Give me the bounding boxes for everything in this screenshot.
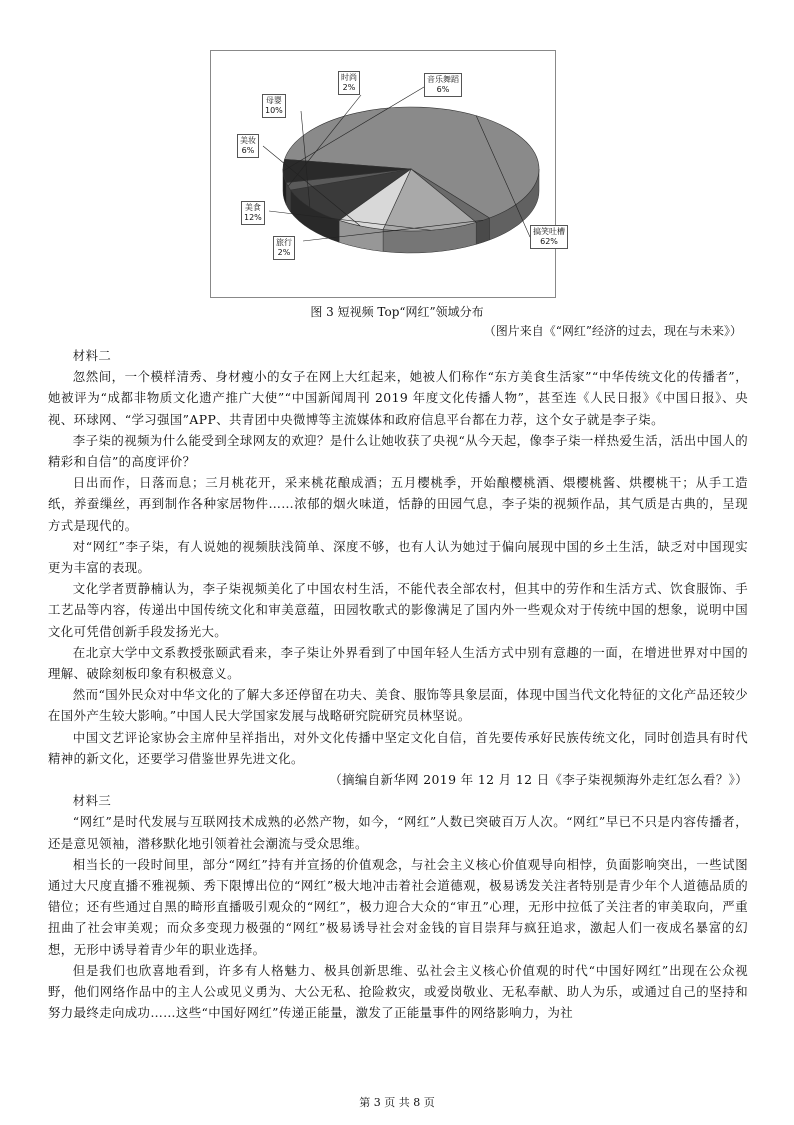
paragraph: 李子柒的视频为什么能受到全球网友的欢迎？是什么让她收获了央视“从今天起，像李子柒一样热爱生活，活出中国人的精彩和自信”的高度评价？ <box>48 432 748 470</box>
paragraph: 但是我们也欣喜地看到，许多有人格魅力、极具创新思维、弘社会主义核心价值观的时代“中国好网红”出现在公众视野，他们网络作品中的主人公或见义勇为、大公无私、抢险救灾，或爱岗敬业、无私奉献、助人为乐，或通过自己的坚持和努力最终走向成功……这些“中国好网红”传递正能量，激发了正能量事件的网络影响力，为社 <box>48 962 748 1021</box>
section-heading: 材料三 <box>72 793 112 809</box>
slice-name: 旅行 <box>276 238 292 247</box>
paragraph: 文化学者贾静楠认为，李子柒视频美化了中国农村生活，不能代表全部农村，但其中的劳作和生活方式、饮食服饰、手工艺品等内容，传递出中国传统文化和审美意蕴，田园牧歌式的影像满足了国内外一些观众对于传统中国的想象，说明中国文化可凭借创新手段发扬光大。 <box>48 581 748 639</box>
slice-value: 10% <box>265 106 283 115</box>
slice-value: 12% <box>244 213 262 222</box>
paragraph: 中国文艺评论家协会主席仲呈祥指出，对外文化传播中坚定文化自信，首先要传承好民族传统文化，同时创造具有时代精神的新文化，还要学习借鉴世界先进文化。 <box>48 729 748 766</box>
slice-value: 6% <box>241 146 255 155</box>
paragraph: “网红”是时代发展与互联网技术成熟的必然产物，如今，“网红”人数已突破百万人次。“网红”早已不只是内容传播者，还是意见领袖，潜移默化地引领着社会潮流与受众思维。 <box>48 814 748 851</box>
page-footer: 第 3 页 共 8 页 <box>359 1096 435 1109</box>
section-heading: 材料二 <box>72 348 112 363</box>
pie-chart <box>211 51 555 297</box>
slice-label-makeup <box>237 134 259 158</box>
pie-chart-figure <box>210 50 565 298</box>
slice-name: 搞笑吐槽 <box>533 227 565 236</box>
slice-label-funny <box>530 225 568 249</box>
paragraph: 对“网红”李子柒，有人说她的视频肤浅简单、深度不够，也有人认为她过于偏向展现中国的乡土生活，缺乏对中国现实更为丰富的表现。 <box>48 538 748 576</box>
slice-name: 美妆 <box>240 136 256 145</box>
slice-label-music-dance <box>424 73 462 97</box>
slice-value: 2% <box>277 248 291 257</box>
slice-name: 音乐舞蹈 <box>427 75 459 84</box>
body-text <box>48 345 748 1024</box>
slice-value: 2% <box>342 83 356 92</box>
slice-label-travel <box>273 236 295 260</box>
figure-caption: 图 3 短视频 Top“网红”领域分布 <box>310 305 484 319</box>
slice-label-maternity <box>262 94 286 118</box>
paragraph: 然而“国外民众对中华文化的了解大多还停留在功夫、美食、服饰等具象层面，体现中国当代文化特征的文化产品还较少在国外产生较大影响。”中国人民大学国家发展与战略研究院研究员林坚说。 <box>48 687 748 724</box>
slice-label-fashion <box>338 71 360 95</box>
slice-name: 美食 <box>244 203 261 212</box>
slice-name: 时尚 <box>341 73 357 82</box>
slice-value: 62% <box>540 237 558 246</box>
paragraph: 日出而作，日落而息；三月桃花开，采来桃花酿成酒；五月樱桃季，开始酿樱桃酒、煨樱桃酱、烘樱桃干；从手工造纸，养蚕缫丝，再到制作各种家居物件……浓郁的烟火味道，恬静的田园气息，李子柒的视频作品，其气质是古典的，呈现方式是现代的。 <box>48 475 748 533</box>
paragraph: 在北京大学中文系教授张颐武看来，李子柒让外界看到了中国年轻人生活方式中别有意趣的一面，在增进世界对中国的理解、破除刻板印象有积极意义。 <box>48 644 748 682</box>
citation: （摘编自新华网 2019 年 12 月 12 日《李子柒视频海外走红怎么看？》） <box>329 772 748 788</box>
slice-name: 母婴 <box>265 96 282 105</box>
figure-source: （图片来自《“网红”经济的过去，现在与未来》） <box>483 324 742 338</box>
slice-value: 6% <box>436 85 450 94</box>
paragraph: 相当长的一段时间里，部分“网红”持有并宣扬的价值观念，与社会主义核心价值观导向相悖，负面影响突出，一些试图通过大尺度直播不雅视频、秀下限博出位的“网红”极大地冲击着社会道德观，极易诱发关注者特别是青少年个人道德品质的错位；还有些通过自黑的畸形直播吸引观众的“网红”，极力迎合大众的“审丑”心理，无形中拉低了关注者的审美取向，严重扭曲了社会审美观；而众多变现力极强的“网红”极易诱导社会对金钱的盲目崇拜与疯狂追求，激起人们一夜成名暴富的幻想，无形中诱导着青少年的职业选择。 <box>48 856 748 957</box>
slice-label-food <box>241 201 265 225</box>
paragraph: 忽然间，一个模样清秀、身材瘦小的女子在网上大红起来，她被人们称作“东方美食生活家”“中华传统文化的传播者”，她被评为“成都非物质文化遗产推广大使”“中国新闻周刊 2019 年度文化传播人物”，甚至连《人民日报》《中国日报》、央视、环球网、“学习强国”APP、共青团中央微博等主流媒体和政府信息平台都在力荐，这个女子就是李子柒。 <box>48 369 748 427</box>
